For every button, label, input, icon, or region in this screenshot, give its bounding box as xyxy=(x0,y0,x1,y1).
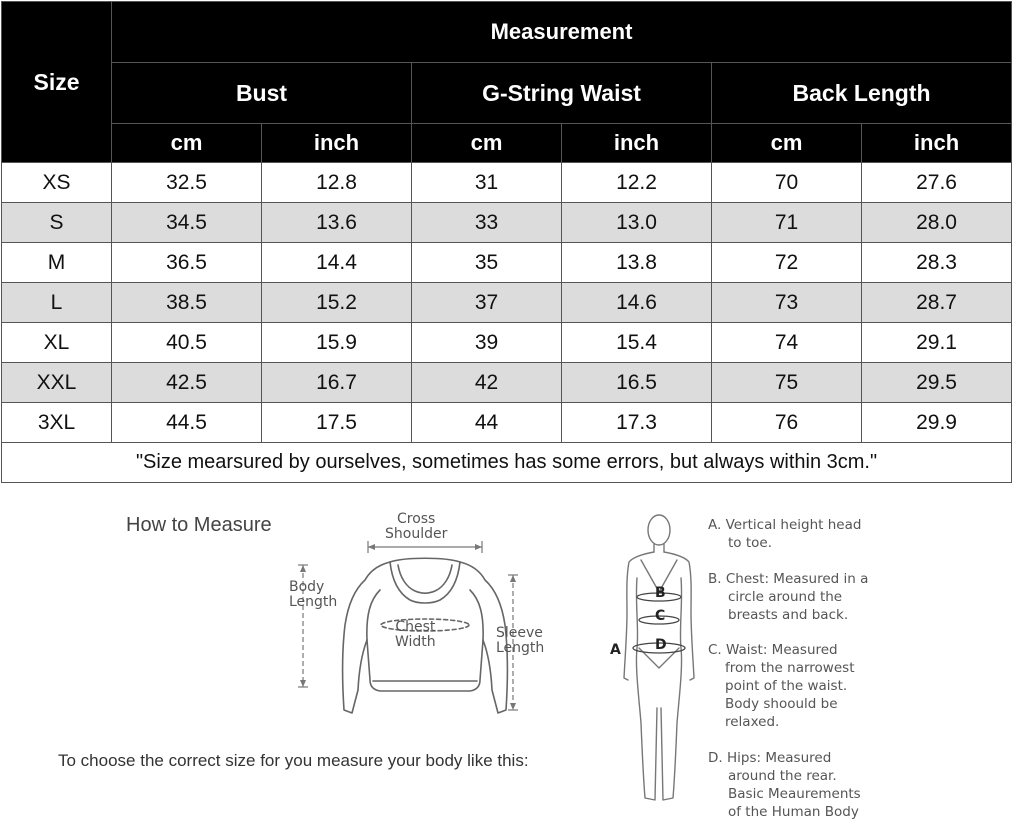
size-cell: XL xyxy=(2,323,112,363)
unit-header: cm xyxy=(412,124,562,163)
note-line: breasts and back. xyxy=(728,607,849,623)
note-line: Body shoould be xyxy=(725,696,838,712)
note-a xyxy=(708,516,861,552)
value-cell: 42 xyxy=(412,363,562,403)
value-cell: 32.5 xyxy=(112,163,262,203)
value-cell: 13.6 xyxy=(262,203,412,243)
choose-size-instruction: To choose the correct size for you measure your body like this: xyxy=(58,751,529,770)
value-cell: 72 xyxy=(712,243,862,283)
value-cell: 37 xyxy=(412,283,562,323)
value-cell: 76 xyxy=(712,403,862,443)
value-cell: 17.5 xyxy=(262,403,412,443)
note-line: B. Chest: Measured in a xyxy=(708,571,869,587)
value-cell: 34.5 xyxy=(112,203,262,243)
value-cell: 15.4 xyxy=(562,323,712,363)
value-cell: 13.0 xyxy=(562,203,712,243)
value-cell: 29.9 xyxy=(862,403,1012,443)
table-row xyxy=(2,243,1012,283)
size-chart-table xyxy=(1,1,1012,483)
value-cell: 12.8 xyxy=(262,163,412,203)
note-line: point of the waist. xyxy=(725,678,848,694)
value-cell: 31 xyxy=(412,163,562,203)
value-cell: 28.0 xyxy=(862,203,1012,243)
marker-c: C xyxy=(655,608,666,624)
value-cell: 12.2 xyxy=(562,163,712,203)
value-cell: 44.5 xyxy=(112,403,262,443)
value-cell: 73 xyxy=(712,283,862,323)
size-cell: L xyxy=(2,283,112,323)
sleeve-length-label xyxy=(496,626,544,656)
note-line: of the Human Body xyxy=(728,804,859,820)
note-line: to toe. xyxy=(728,535,772,551)
label-line: Shoulder xyxy=(385,526,448,542)
note-line: circle around the xyxy=(728,589,843,605)
value-cell: 42.5 xyxy=(112,363,262,403)
value-cell: 29.5 xyxy=(862,363,1012,403)
note-line: Basic Meaurements xyxy=(728,786,861,802)
size-header: Size xyxy=(2,2,112,163)
back-length-header: Back Length xyxy=(712,63,1012,124)
value-cell: 28.7 xyxy=(862,283,1012,323)
value-cell: 29.1 xyxy=(862,323,1012,363)
note-c xyxy=(708,641,854,731)
label-line: Chest xyxy=(395,619,436,635)
label-line: Body xyxy=(289,579,325,595)
label-line: Sleeve xyxy=(496,625,543,641)
unit-header: cm xyxy=(112,124,262,163)
value-cell: 16.5 xyxy=(562,363,712,403)
value-cell: 44 xyxy=(412,403,562,443)
waist-header: G-String Waist xyxy=(412,63,712,124)
value-cell: 27.6 xyxy=(862,163,1012,203)
value-cell: 70 xyxy=(712,163,862,203)
marker-a: A xyxy=(610,642,621,658)
label-line: Length xyxy=(496,640,545,656)
value-cell: 35 xyxy=(412,243,562,283)
unit-header: inch xyxy=(562,124,712,163)
table-row xyxy=(2,283,1012,323)
value-cell: 75 xyxy=(712,363,862,403)
bust-header: Bust xyxy=(112,63,412,124)
value-cell: 13.8 xyxy=(562,243,712,283)
unit-header: inch xyxy=(262,124,412,163)
value-cell: 15.2 xyxy=(262,283,412,323)
size-cell: XXL xyxy=(2,363,112,403)
note-line: A. Vertical height head xyxy=(708,517,862,533)
value-cell: 71 xyxy=(712,203,862,243)
table-row xyxy=(2,203,1012,243)
value-cell: 40.5 xyxy=(112,323,262,363)
unit-header: inch xyxy=(862,124,1012,163)
unit-header: cm xyxy=(712,124,862,163)
value-cell: 14.6 xyxy=(562,283,712,323)
note-line: from the narrowest xyxy=(725,660,855,676)
value-cell: 38.5 xyxy=(112,283,262,323)
value-cell: 14.4 xyxy=(262,243,412,283)
size-cell: S xyxy=(2,203,112,243)
marker-b: B xyxy=(655,585,666,601)
note-line: D. Hips: Measured xyxy=(708,750,832,766)
table-row xyxy=(2,363,1012,403)
note-b xyxy=(708,570,868,624)
label-line: Cross xyxy=(396,511,436,527)
value-cell: 36.5 xyxy=(112,243,262,283)
value-cell: 17.3 xyxy=(562,403,712,443)
measurement-disclaimer: "Size mearsured by ourselves, sometimes has some errors, but always within 3cm." xyxy=(2,443,1012,483)
size-cell: XS xyxy=(2,163,112,203)
note-line: C. Waist: Measured xyxy=(708,642,838,658)
size-cell: M xyxy=(2,243,112,283)
value-cell: 16.7 xyxy=(262,363,412,403)
measurement-header: Measurement xyxy=(112,2,1012,63)
value-cell: 39 xyxy=(412,323,562,363)
label-line: Length xyxy=(289,594,338,610)
value-cell: 28.3 xyxy=(862,243,1012,283)
label-line: Width xyxy=(395,634,436,650)
table-row xyxy=(2,323,1012,363)
size-cell: 3XL xyxy=(2,403,112,443)
note-line: around the rear. xyxy=(728,768,837,784)
value-cell: 15.9 xyxy=(262,323,412,363)
chest-width-label xyxy=(395,620,436,650)
table-row xyxy=(2,163,1012,203)
note-d xyxy=(708,749,861,821)
cross-shoulder-label xyxy=(385,512,447,542)
how-to-measure-title: How to Measure xyxy=(126,514,272,536)
note-line: relaxed. xyxy=(725,714,780,730)
value-cell: 33 xyxy=(412,203,562,243)
human-body-diagram xyxy=(615,508,705,820)
body-length-label xyxy=(289,580,337,610)
marker-d: D xyxy=(655,637,667,653)
value-cell: 74 xyxy=(712,323,862,363)
table-row xyxy=(2,403,1012,443)
